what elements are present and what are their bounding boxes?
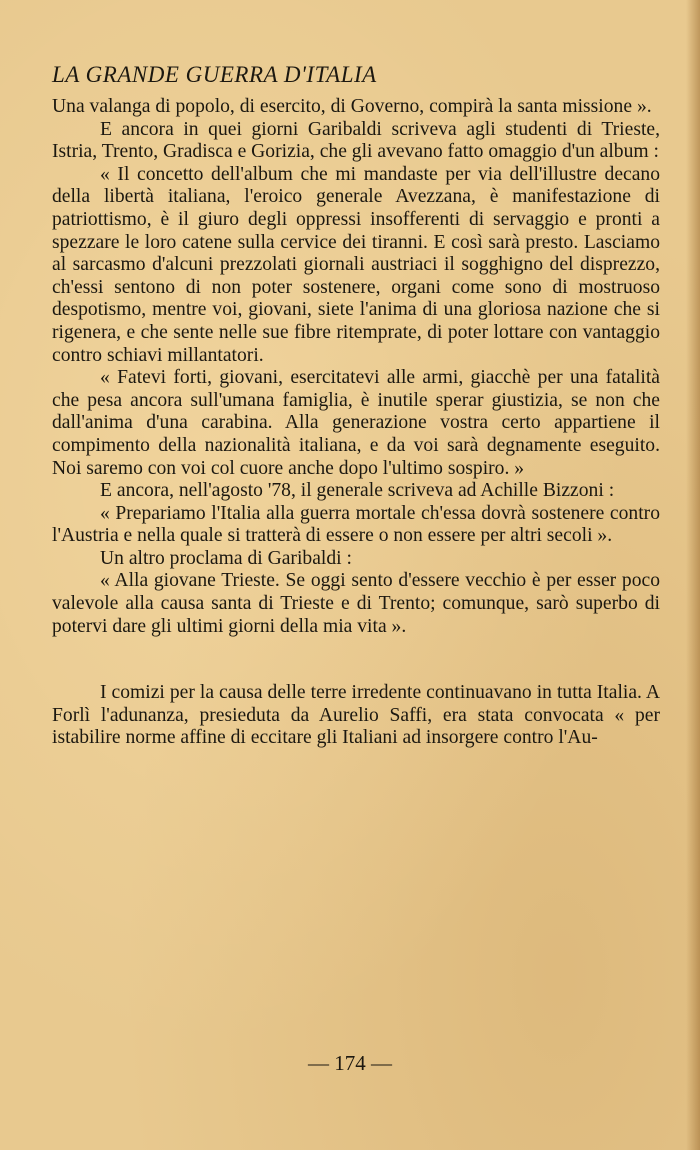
paragraph: E ancora in quei giorni Garibaldi scriveva agli studenti di Trieste, Istria, Trento, Gradisca e Gorizia, che gli avevano fatto omaggio d'un album : [52,118,660,163]
page-edge-shadow [686,0,700,1150]
paragraph: I comizi per la causa delle terre irredente continuavano in tutta Italia. A Forlì l'adunanza, presieduta da Aurelio Saffi, era stata convocata « per istabilire norme affine di eccitare gli Italiani ad insorgere contro l'Au- [52,682,660,749]
paragraph: Un altro proclama di Garibaldi : [100,547,352,569]
paragraph: « Il concetto dell'album che mi mandaste per via dell'illustre decano della libertà italiana, l'eroico generale Avezzana, è manifestazione di patriottismo, è il giuro degli oppressi insofferenti di servaggio e pronti a spezzare le loro catene sulla cervice dei tiranni. E così sarà presto. Lasciamo al sarcasmo d'alcuni prezzolati giornali austriaci il sogghigno del disprezzo, ch'essi sentono di non poter sostenere, organi come sono di mostruoso despotismo, mentre voi, giovani, siete l'anima di una gloriosa nazione che si rigenera, e che sente nelle sue fibre ritemprate, di poter lottare con vantaggio contro schiavi millantatori. [52,163,660,366]
section-break [52,638,660,682]
paragraph: « Alla giovane Trieste. Se oggi sento d'essere vecchio è per esser poco valevole alla causa santa di Trieste e di Trento; comunque, sarò superbo di potervi dare gli ultimi giorni della mia vita ». [52,570,660,637]
page-number: — 174 — [308,1051,392,1075]
paragraph: « Prepariamo l'Italia alla guerra mortale ch'essa dovrà sostenere contro l'Austria e nella quale si tratterà di essere o non essere per altri secoli ». [52,502,660,547]
body-text [52,96,660,750]
paragraph: « Fatevi forti, giovani, esercitatevi alle armi, giacchè per una fatalità che pesa ancora sull'umana famiglia, è inutile sperar giustizia, se non che dall'anima d'una carabina. Alla generazione vostra certo appartiene il compimento della nazionalità italiana, e da voi sarà degnamente eseguito. Noi saremo con voi col cuore anche dopo l'ultimo sospiro. » [52,367,660,479]
paragraph: E ancora, nell'agosto '78, il generale scriveva ad Achille Bizzoni : [100,480,615,502]
paragraph: Una valanga di popolo, di esercito, di Governo, compirà la santa missione ». [52,96,652,117]
book-page [52,60,660,750]
running-head: LA GRANDE GUERRA D'ITALIA [52,62,377,87]
